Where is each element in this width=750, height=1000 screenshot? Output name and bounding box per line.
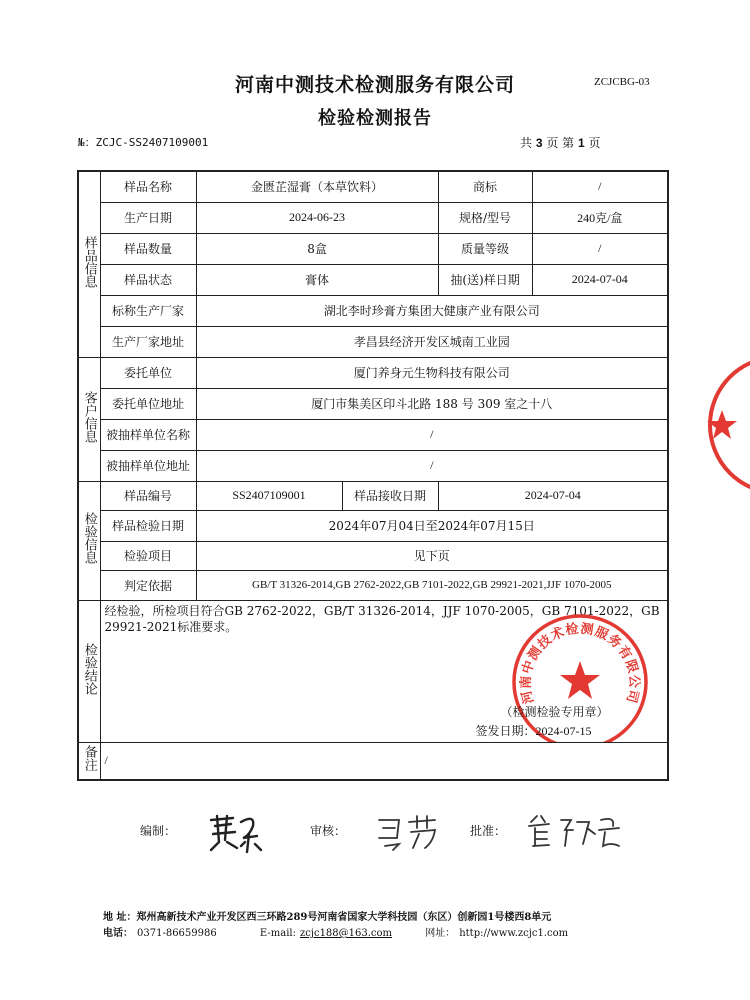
value-sampled-unit: / xyxy=(196,419,668,450)
footer-address: 地 址：郑州高新技术产业开发区西三环路289号河南省国家大学科技园（东区）创新园1号楼西8单元 xyxy=(103,912,552,923)
value-sample-state: 膏体 xyxy=(196,264,438,295)
value-sampled-address: / xyxy=(196,450,668,481)
approver-signature xyxy=(525,812,625,852)
value-brand: / xyxy=(532,171,668,202)
table-row xyxy=(78,450,668,481)
reviewer-label: 审核： xyxy=(310,824,347,838)
conclusion-text: 经检验，所检项目符合GB 2762-2022，GB/T 31326-2014，JJF 1070-2005，GB 7101-2022，GB 29921-2021标准要求。 xyxy=(104,603,660,634)
label-sample-no: 样品编号 xyxy=(100,481,196,510)
value-basis: GB/T 31326-2014,GB 2762-2022,GB 7101-2022,GB 29921-2021,JJF 1070-2005 xyxy=(196,570,668,600)
approver-label: 批准： xyxy=(470,824,507,838)
value-client-unit: 厦门养身元生物科技有限公司 xyxy=(196,357,668,388)
label-quality-grade: 质量等级 xyxy=(438,233,532,264)
table-row xyxy=(78,742,668,780)
table-row xyxy=(78,326,668,357)
label-sampled-unit: 被抽样单位名称 xyxy=(100,419,196,450)
table-row xyxy=(78,202,668,233)
value-client-address: 厦门市集美区印斗北路 188 号 309 室之十八 xyxy=(196,388,668,419)
table-row xyxy=(78,600,668,742)
value-remark: / xyxy=(100,742,668,780)
web-label: 网址： xyxy=(425,928,456,939)
section-label-client: 客户信息 xyxy=(78,357,100,481)
side-stamp-fragment xyxy=(700,350,750,500)
page-mid: 页 第 xyxy=(546,136,575,150)
signature-row xyxy=(0,808,750,858)
page-current: 1 xyxy=(578,136,585,150)
editor-signature xyxy=(205,808,275,856)
report-number: №：ZCJC-SS2407109001 xyxy=(78,136,209,149)
value-spec: 240克/盒 xyxy=(532,202,668,233)
page-suffix: 页 xyxy=(588,136,601,150)
issue-date: 2024-07-15 xyxy=(535,723,592,738)
report-table xyxy=(77,170,669,781)
issue-date-line xyxy=(476,722,592,739)
label-manufacturer-address: 生产厂家地址 xyxy=(100,326,196,357)
email-link[interactable]: zcjc188@163.com xyxy=(300,928,393,939)
label-client-unit: 委托单位 xyxy=(100,357,196,388)
value-production-date: 2024-06-23 xyxy=(196,202,438,233)
value-sample-name: 金匮芷湿膏（本草饮料） xyxy=(196,171,438,202)
section-label-inspection: 检验信息 xyxy=(78,481,100,600)
email-label: E-mail: xyxy=(259,928,296,939)
footer-contact xyxy=(103,924,572,939)
issue-date-label: 签发日期： xyxy=(475,723,536,738)
label-inspection-period: 样品检验日期 xyxy=(100,510,196,541)
value-quality-grade: / xyxy=(532,233,668,264)
report-title: 检验检测报告 xyxy=(318,108,432,129)
table-row xyxy=(78,570,668,600)
seal-star-icon xyxy=(560,661,600,699)
reviewer-signature xyxy=(375,812,445,852)
seal-text: 河南中测技术检测服务有限公司 xyxy=(518,621,641,705)
editor-label: 编制： xyxy=(140,824,177,838)
value-inspection-period: 2024年07月04日至2024年07月15日 xyxy=(196,510,668,541)
table-row xyxy=(78,541,668,570)
conclusion-cell xyxy=(100,600,668,742)
phone: 0371-86659986 xyxy=(137,928,217,939)
table-row xyxy=(78,233,668,264)
company-name: 河南中测技术检测服务有限公司 xyxy=(234,74,515,96)
page-info xyxy=(520,134,601,151)
label-receive-date: 样品接收日期 xyxy=(342,481,438,510)
label-brand: 商标 xyxy=(438,171,532,202)
value-sample-qty: 8盒 xyxy=(196,233,438,264)
value-receive-date: 2024-07-04 xyxy=(438,481,668,510)
section-label-remark: 备注 xyxy=(78,742,100,780)
document-code: ZCJCBG-03 xyxy=(594,76,650,88)
table-row xyxy=(78,388,668,419)
website-link[interactable]: http://www.zcjc1.com xyxy=(459,928,569,939)
value-manufacturer-address: 孝昌县经济开发区城南工业园 xyxy=(196,326,668,357)
table-row xyxy=(78,295,668,326)
value-manufacturer: 湖北李时珍膏方集团大健康产业有限公司 xyxy=(196,295,668,326)
table-row xyxy=(78,357,668,388)
label-sample-qty: 样品数量 xyxy=(100,233,196,264)
table-row xyxy=(78,481,668,510)
section-label-conclusion: 检验结论 xyxy=(78,600,100,742)
table-row xyxy=(78,264,668,295)
label-spec: 规格/型号 xyxy=(438,202,532,233)
label-sample-name: 样品名称 xyxy=(100,171,196,202)
table-row xyxy=(78,171,668,202)
label-client-address: 委托单位地址 xyxy=(100,388,196,419)
label-inspection-items: 检验项目 xyxy=(100,541,196,570)
label-sampling-date: 抽(送)样日期 xyxy=(438,264,532,295)
page-prefix: 共 xyxy=(520,136,533,150)
table-row xyxy=(78,419,668,450)
label-sample-state: 样品状态 xyxy=(100,264,196,295)
section-label-sample: 样品信息 xyxy=(78,171,100,357)
phone-label: 电话： xyxy=(103,928,133,939)
label-sampled-address: 被抽样单位地址 xyxy=(100,450,196,481)
value-sampling-date: 2024-07-04 xyxy=(532,264,668,295)
page-total: 3 xyxy=(535,136,543,150)
seal-label: （检测检验专用章） xyxy=(500,704,609,719)
label-basis: 判定依据 xyxy=(100,570,196,600)
value-sample-no: SS2407109001 xyxy=(196,481,342,510)
label-manufacturer: 标称生产厂家 xyxy=(100,295,196,326)
value-inspection-items: 见下页 xyxy=(196,541,668,570)
label-production-date: 生产日期 xyxy=(100,202,196,233)
table-row xyxy=(78,510,668,541)
